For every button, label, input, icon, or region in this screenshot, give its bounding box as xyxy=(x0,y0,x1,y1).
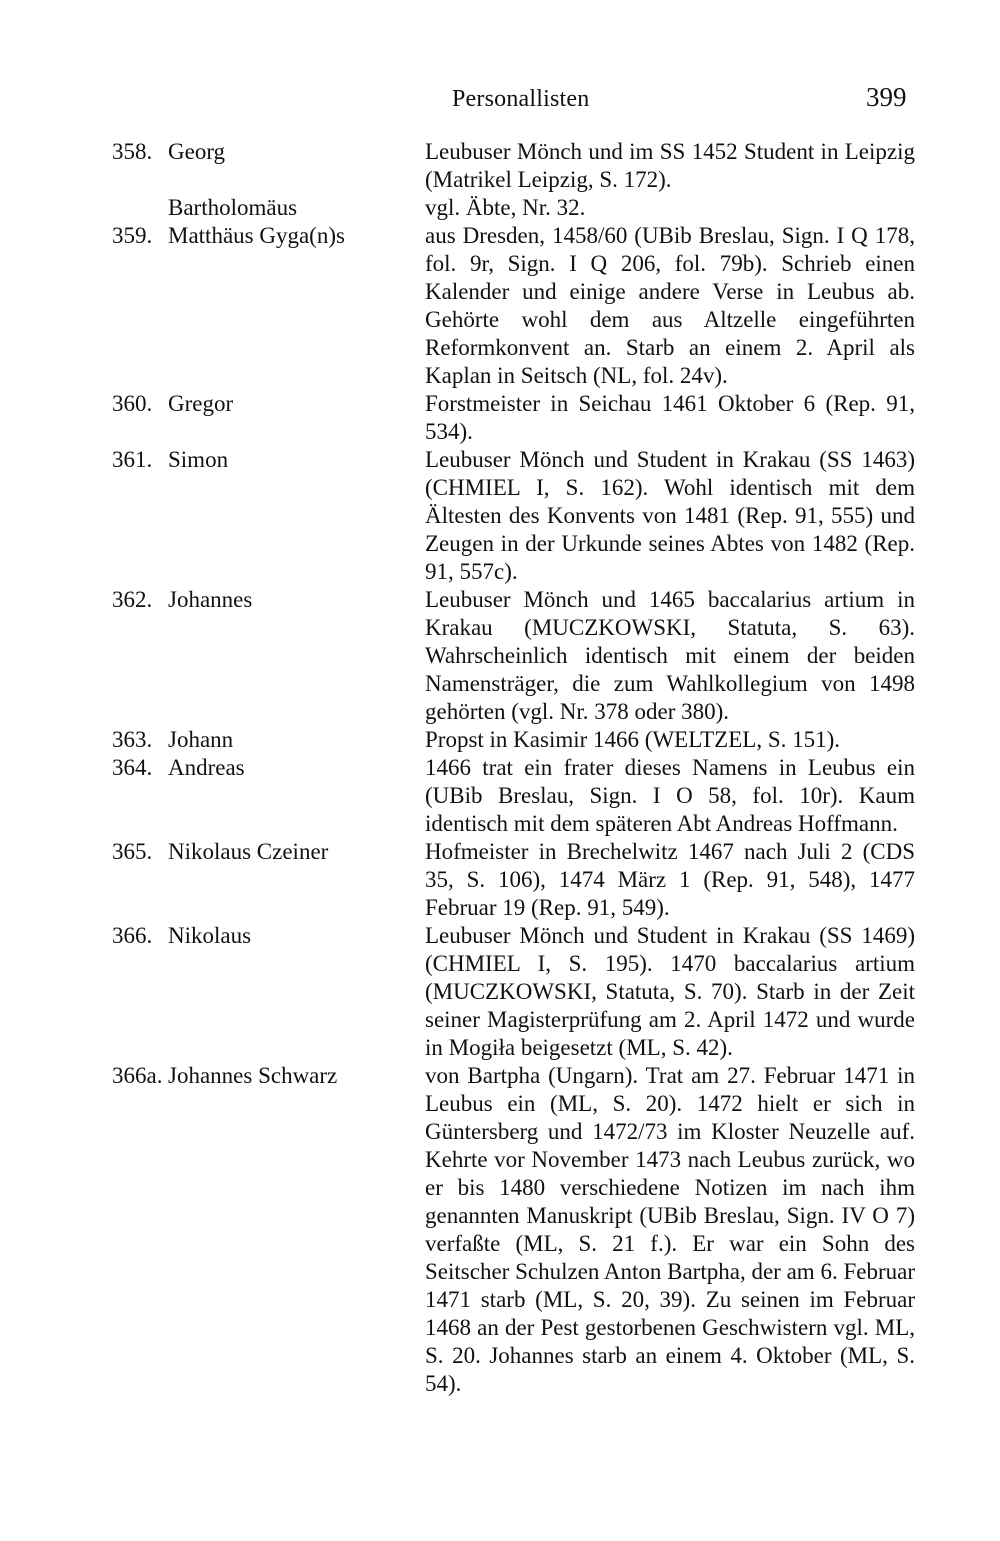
list-item xyxy=(0,726,1000,754)
entry-name: Gregor xyxy=(168,391,234,416)
running-title: Personallisten xyxy=(452,86,590,112)
entry-name: Johannes Schwarz xyxy=(168,1063,338,1088)
entry-number: 366a. xyxy=(112,1063,163,1088)
list-item xyxy=(0,1062,1000,1398)
page-header xyxy=(0,82,1000,122)
entry-text: 1466 trat ein frater dieses Namens in Leubus ein (UBib Breslau, Sign. I O 58, fol. 10r). Kaum identisch mit dem späteren Abt Andreas Hoffmann. xyxy=(425,755,915,836)
entry-name: Simon xyxy=(168,447,229,472)
entry-name: Georg xyxy=(168,139,226,164)
entry-name: Johannes xyxy=(168,587,253,612)
list-item xyxy=(0,838,1000,922)
entry-number: 360. xyxy=(112,391,153,416)
entry-number: 359. xyxy=(112,223,153,248)
entry-text: Leubuser Mönch und Student in Krakau (SS 1469) (CHMIEL I, S. 195). 1470 baccalarius artium (MUCZKOWSKI, Statuta, S. 70). Starb in der Zeit seiner Magisterprüfung am 2. April 1472 und wurde in Mogiła beigesetzt (ML, S. 42). xyxy=(425,923,915,1060)
personnel-list xyxy=(0,138,1000,1398)
list-item xyxy=(0,194,1000,222)
list-item xyxy=(0,922,1000,1062)
entry-text: Leubuser Mönch und 1465 baccalarius artium in Krakau (MUCZKOWSKI, Statuta, S. 63). Wahrscheinlich identisch mit einem der beiden Namensträger, die zum Wahlkollegium von 1498 gehörten (vgl. Nr. 378 oder 380). xyxy=(425,587,915,724)
entry-name: Nikolaus Czeiner xyxy=(168,839,329,864)
entry-text: Propst in Kasimir 1466 (WELTZEL, S. 151). xyxy=(425,727,841,752)
entry-name: Andreas xyxy=(168,755,245,780)
list-item xyxy=(0,446,1000,586)
list-item xyxy=(0,138,1000,194)
entry-text: Hofmeister in Brechelwitz 1467 nach Juli 2 (CDS 35, S. 106), 1474 März 1 (Rep. 91, 548), 1477 Februar 19 (Rep. 91, 549). xyxy=(425,839,915,920)
entry-text: Leubuser Mönch und im SS 1452 Student in Leipzig (Matrikel Leipzig, S. 172). xyxy=(425,139,915,192)
page-number: 399 xyxy=(866,82,907,112)
entry-number: 363. xyxy=(112,727,153,752)
entry-name: Nikolaus xyxy=(168,923,252,948)
entry-number: 366. xyxy=(112,923,153,948)
entry-name: Bartholomäus xyxy=(168,195,298,220)
list-item xyxy=(0,390,1000,446)
entry-name: Johann xyxy=(168,727,234,752)
entry-number: 365. xyxy=(112,839,153,864)
entry-text: vgl. Äbte, Nr. 32. xyxy=(425,195,586,220)
entry-text: Leubuser Mönch und Student in Krakau (SS 1463) (CHMIEL I, S. 162). Wohl identisch mit dem Ältesten des Konvents von 1481 (Rep. 91, 555) und Zeugen in der Urkunde seines Abtes von 1482 (Rep. 91, 557c). xyxy=(425,447,915,584)
entry-text: von Bartpha (Ungarn). Trat am 27. Februar 1471 in Leubus ein (ML, S. 20). 1472 hielt er sich in Güntersberg und 1472/73 im Kloster Neuzelle auf. Kehrte vor November 1473 nach Leubus zurück, wo er bis 1480 verschiedene Notizen im nach ihm genannten Manuskript (UBib Breslau, Sign. IV O 7) verfaßte (ML, S. 21 f.). Er war ein Sohn des Seitscher Schulzen Anton Bartpha, der am 6. Februar 1471 starb (ML, S. 20, 39). Zu seinen im Februar 1468 an der Pest gestorbenen Geschwistern vgl. ML, S. 20. Johannes starb an einem 4. Oktober (ML, S. 54). xyxy=(425,1063,915,1396)
entry-name: Matthäus Gyga(n)s xyxy=(168,223,345,248)
entry-number: 362. xyxy=(112,587,153,612)
list-item xyxy=(0,754,1000,838)
list-item xyxy=(0,586,1000,726)
entry-number: 361. xyxy=(112,447,153,472)
entry-text: Forstmeister in Seichau 1461 Oktober 6 (Rep. 91, 534). xyxy=(425,391,915,444)
entry-number: 358. xyxy=(112,139,153,164)
list-item xyxy=(0,222,1000,390)
entry-text: aus Dresden, 1458/60 (UBib Breslau, Sign. I Q 178, fol. 9r, Sign. I Q 206, fol. 79b). Schrieb einen Kalender und einige andere Verse in Leubus ab. Gehörte wohl dem aus Altzelle eingeführten Reformkonvent an. Starb an einem 2. April als Kaplan in Seitsch (NL, fol. 24v). xyxy=(425,223,915,388)
entry-number: 364. xyxy=(112,755,153,780)
